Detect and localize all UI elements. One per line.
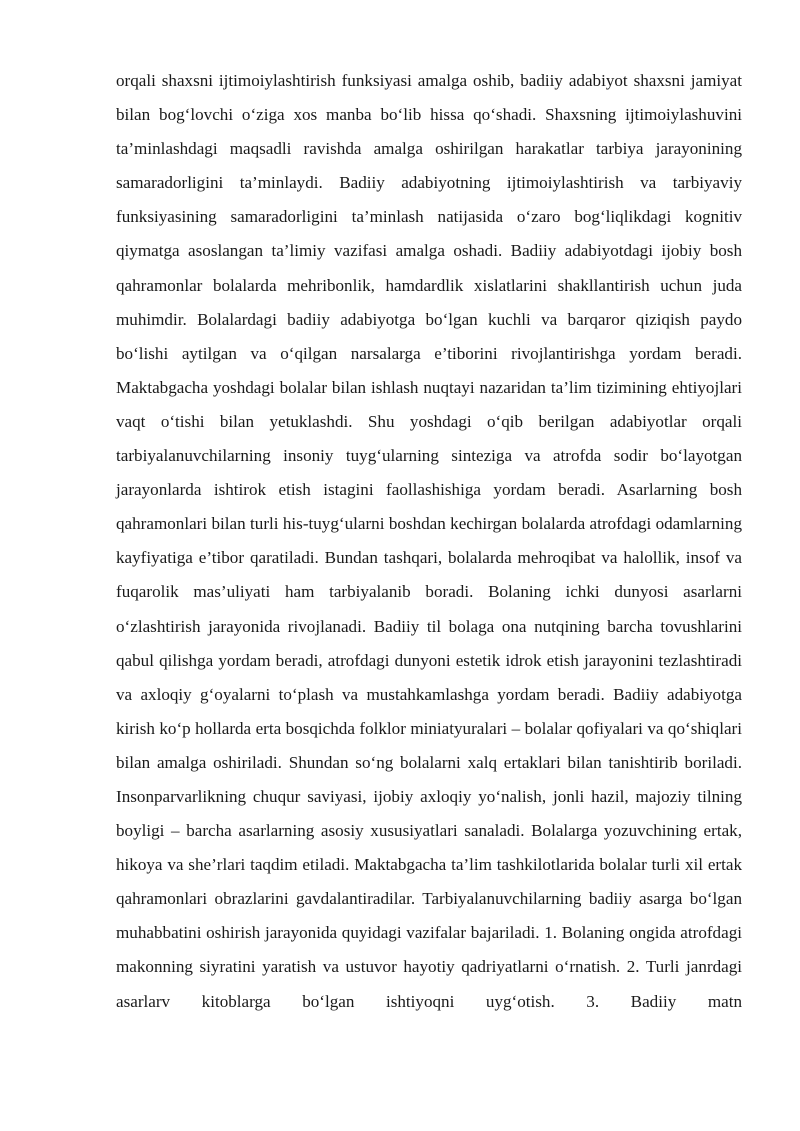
body-paragraph: orqali shaxsni ijtimoiylashtirish funksiyasi amalga oshib, badiiy adabiyot shaxsni jamiyat bilan bog‘lovchi o‘ziga xos manba bo‘lib hissa qo‘shadi. Shaxsning ijtimoiylashuvini ta’minlashdagi maqsadli ravishda amalga oshirilgan harakatlar tarbiya jarayonining samaradorligini ta’minlaydi. Badiiy adabiyotning ijtimoiylashtirish va tarbiyaviy funksiyasining samaradorligini ta’minlash natijasida o‘zaro bog‘liqlikdagi kognitiv qiymatga asoslangan ta’limiy vazifasi amalga oshadi. Badiiy adabiyotdagi ijobiy bosh qahramonlar bolalarda mehribonlik, hamdardlik xislatlarini shakllantirish uchun juda muhimdir. Bolalardagi badiiy adabiyotga bo‘lgan kuchli va barqaror qiziqish paydo bo‘lishi aytilgan va o‘qilgan narsalarga e’tiborini rivojlantirishga yordam beradi. Maktabgacha yoshdagi bolalar bilan ishlash nuqtayi nazaridan ta’lim tizimining ehtiyojlari vaqt o‘tishi bilan yetuklashdi. Shu yoshdagi o‘qib berilgan adabiyotlar orqali tarbiyalanuvchilarning insoniy tuyg‘ularning sinteziga va atrofda sodir bo‘layotgan jarayonlarda ishtirok etish istagini faollashishiga yordam beradi. Asarlarning bosh qahramonlari bilan turli his-tuyg‘ularni boshdan kechirgan bolalarda atrofdagi odamlarning kayfiyatiga e’tibor qaratiladi. Bundan tashqari, bolalarda mehroqibat va halollik, insof va fuqarolik mas’uliyati ham tarbiyalanib boradi. Bolaning ichki dunyosi asarlarni o‘zlashtirish jarayonida rivojlanadi. Badiiy til bolaga ona nutqining barcha tovushlarini qabul qilishga yordam beradi, atrofdagi dunyoni estetik idrok etish jarayonini tezlashtiradi va axloqiy g‘oyalarni to‘plash va mustahkamlashga yordam beradi. Badiiy adabiyotga kirish ko‘p hollarda erta bosqichda folklor miniatyuralari – bolalar qofiyalari va qo‘shiqlari bilan amalga oshiriladi. Shundan so‘ng bolalarni xalq ertaklari bilan tanishtirib boriladi. Insonparvarlikning chuqur saviyasi, ijobiy axloqiy yo‘nalish, jonli hazil, majoziy tilning boyligi – barcha asarlarning asosiy xususiyatlari sanaladi. Bolalarga yozuvchining ertak, hikoya va she’rlari taqdim etiladi. Maktabgacha ta’lim tashkilotlarida bolalar turli xil ertak qahramonlari obrazlarini gavdalantiradilar. Tarbiyalanuvchilarning badiiy asarga bo‘lgan muhabbatini oshirish jarayonida quyidagi vazifalar bajariladi. 1. Bolaning ongida atrofdagi makonning siyratini yaratish va ustuvor hayotiy qadriyatlarni o‘rnatish. 2. Turli janrdagi asarlarv kitoblarga bo‘lgan ishtiyoqni uyg‘otish. 3. Badiiy matn (116, 71, 742, 1011)
page-content (116, 64, 742, 1019)
